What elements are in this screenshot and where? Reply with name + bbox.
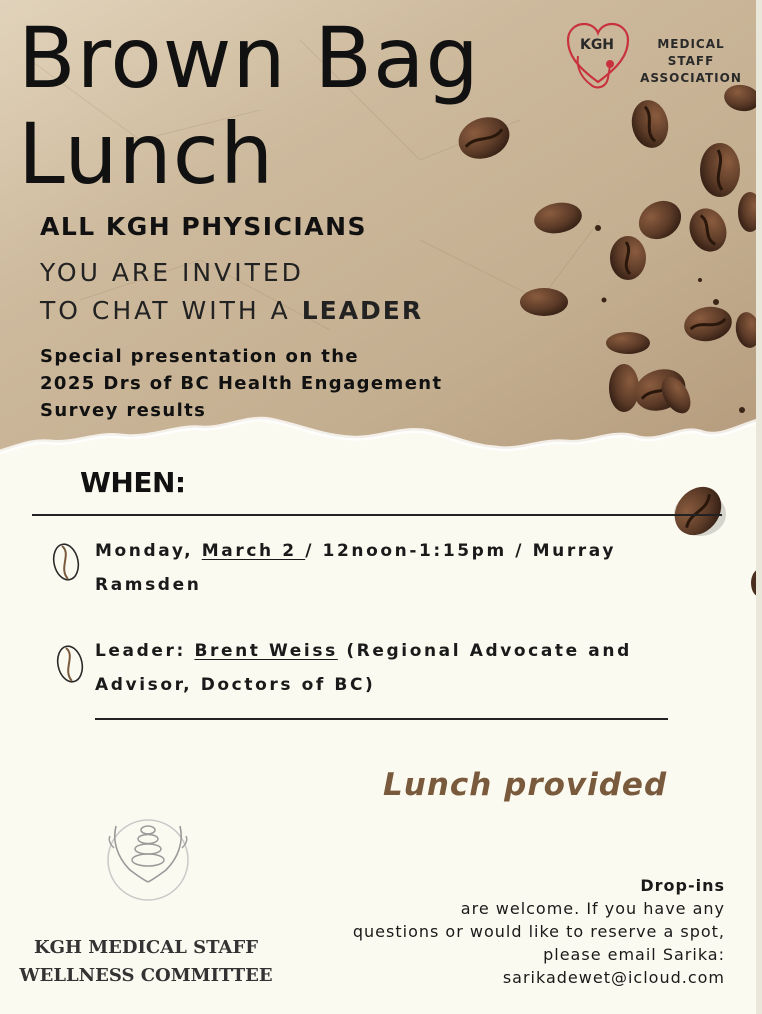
- dropins-line-3: please email Sarika:: [543, 945, 725, 964]
- leader-link[interactable]: Brent Weiss: [194, 641, 338, 661]
- dropins-line-1: [265, 874, 725, 920]
- invite-line-1: YOU ARE INVITED: [40, 258, 304, 287]
- title-line-2: Lunch: [18, 105, 275, 203]
- when-heading: WHEN:: [80, 466, 186, 499]
- coffee-bean-outline-icon: [56, 644, 84, 684]
- special-line-2: 2025 Drs of BC Health Engagement: [40, 373, 443, 394]
- invite-line-2: [40, 296, 423, 325]
- committee-line-1: KGH MEDICAL STAFF: [33, 937, 259, 958]
- audience-heading: ALL KGH PHYSICIANS: [40, 212, 368, 241]
- event-leader-details: [95, 634, 695, 702]
- coffee-bean-outline-icon: [52, 542, 80, 582]
- dropins-bold: Drop-ins: [640, 876, 725, 895]
- dropins-info: [265, 874, 725, 989]
- leader-line-2: Advisor, Doctors of BC): [95, 675, 376, 695]
- leader-prefix: Leader:: [95, 641, 195, 661]
- wellness-stones-hands-icon: [100, 818, 196, 902]
- event-date-details: [95, 534, 695, 602]
- wellness-committee: [16, 934, 276, 990]
- lunch-provided: Lunch provided: [383, 767, 668, 803]
- medical-staff-association: [632, 36, 750, 87]
- date-suffix: / 12noon-1:15pm / Murray: [305, 541, 617, 561]
- kgh-logo-text: KGH: [579, 37, 615, 53]
- date-line-2: Ramsden: [95, 575, 202, 595]
- invite-prefix: TO CHAT WITH A: [40, 296, 302, 325]
- date-link[interactable]: March 2: [201, 541, 306, 561]
- leader-suffix: (Regional Advocate and: [337, 641, 632, 661]
- committee-line-2: WELLNESS COMMITTEE: [19, 965, 273, 986]
- special-line-3: Survey results: [40, 400, 207, 421]
- dropins-line-1-rest: are welcome. If you have any: [460, 899, 725, 918]
- divider-top: [32, 514, 722, 516]
- msa-line-2: ASSOCIATION: [640, 71, 742, 85]
- invite-bold-leader: LEADER: [301, 296, 424, 325]
- msa-line-1: MEDICAL STAFF: [657, 37, 725, 68]
- kgh-heart-stethoscope-icon: [566, 22, 630, 94]
- date-prefix: Monday,: [95, 541, 202, 561]
- special-presentation: [40, 343, 520, 424]
- contact-email-link[interactable]: sarikadewet@icloud.com: [502, 968, 725, 987]
- dropins-line-2: questions or would like to reserve a spot,: [352, 922, 725, 941]
- special-line-1: Special presentation on the: [40, 346, 360, 367]
- page-edge: [756, 0, 762, 1014]
- divider-bottom: [95, 718, 668, 720]
- title-line-1: Brown Bag: [18, 9, 480, 107]
